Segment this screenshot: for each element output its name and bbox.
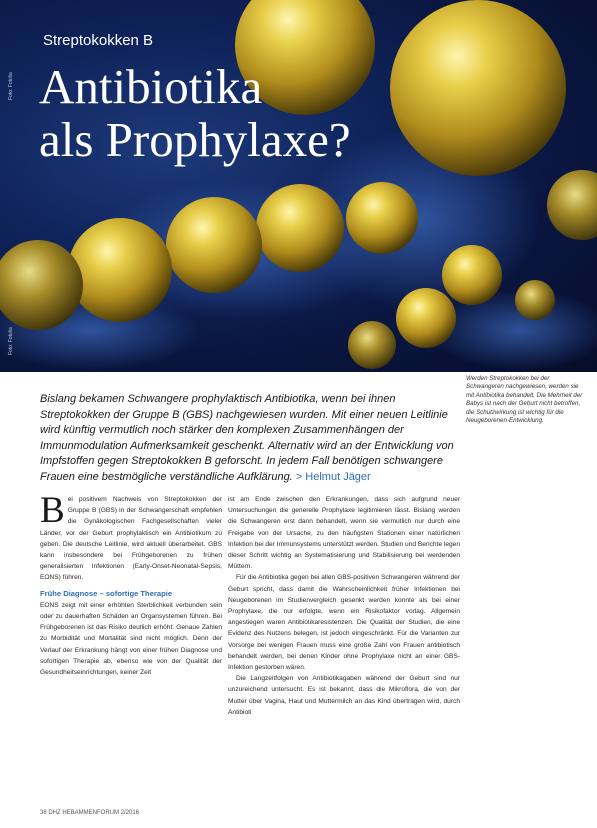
- cell-6: [166, 197, 262, 293]
- lead-text: Bislang bekamen Schwangere prophylaktisch Antibiotika, wenn bei ihnen Streptokokken der Gruppe B (GBS) nachgewiesen wurden. Mit einer neuen Leitlinie wird künftig vermutlich noch stärker den komplexen Zusammenhängen der Immunmodulation Aufmerksamkeit geschenkt. Alternativ wird an der Entwicklung von Impfstoffen gegen Streptokokken B geforscht. In jedem Fall benötigen schwangere Frauen eine bestmögliche verständliche Aufklärung.: [40, 393, 454, 483]
- page-footer: 38 DHZ HEBAMMENFORUM 2/2016: [40, 810, 140, 816]
- cell-2: [390, 0, 566, 176]
- photo-credit-bottom: Foto: Fotolia: [8, 327, 14, 355]
- title-line-1: Antibiotika: [39, 59, 263, 114]
- section-subhead: Frühe Diagnose – sofortige Therapie: [40, 588, 173, 598]
- author-byline: > Helmut Jäger: [295, 470, 371, 483]
- cell-12: [515, 280, 555, 320]
- cell-11: [348, 321, 396, 369]
- cell-10: [396, 288, 456, 348]
- photo-credit: Foto: Fotolia: [8, 72, 14, 100]
- article-title: [39, 60, 351, 166]
- hero-image: [0, 0, 597, 372]
- section-kicker: Streptokokken B: [43, 32, 154, 49]
- paragraph: Für die Antibiotika gegen bei allen GBS-positiven Schwangeren während der Geburt spricht, dass damit die Wahrscheinlichkeit früher Infektionen bei Neugeborenen im Studienvergleich gesenkt werden konnte als bei einer Prophylaxe, die nur erfolgte, wenn ein Risikofaktor vorlag. Allgemein angestiegen waren Antibiotikaresistenzen. Die Qualität der Studien, die eine Evidenz des Nutzens belegen, ist jedoch eingeschränkt. Für die Varianten zur Vorsorge bei wenigen Frauen muss eine große Zahl von Frauen antibiotisch behandelt werden, bei denen Kinder ohne Prophylaxe nicht an einer GBS-Infektion gestorben wären.: [228, 574, 460, 672]
- paragraph: ist am Ende zwischen den Erkrankungen, dass sich aufgrund neuer Untersuchungen die generelle Prophylaxe legitimieren lässt. Bislang werden die Schwangeren erst dann behandelt, wenn sie vermutlich nur durch eine Freigabe von der Ursache, zu den häufigsten Stationen einer natürlichen Infektion bei der Immunsystems unterstützt werden. Studien und Berichte legen dieser Schritt wichtig an Systematisierung und Stabilisierung bei werdenden Müttern.: [228, 496, 461, 571]
- paragraph: Die Langzeitfolgen von Antibiotikagaben während der Geburt sind nur unzureichend untersucht. Es ist bekannt, dass die Mikroflora, die von der Mutter über Vagina, Haut und Muttermilch an das Kind übertragen wird, durch Antibioti: [228, 675, 460, 716]
- body-column-1: [40, 490, 222, 678]
- article-lead: [40, 392, 454, 486]
- bacteria-illustration: [0, 0, 597, 372]
- cell-4: [346, 182, 418, 254]
- cell-3: [547, 170, 597, 240]
- cell-5: [256, 184, 344, 272]
- title-line-2: als Prophylaxe?: [39, 112, 351, 167]
- paragraph: ei positivem Nachweis von Streptokokken der Gruppe B (GBS) in der Schwangerschaft empfehlen die Gynäkologischen Fachgesellschaften vieler Länder, vor der Geburt prophylaktisch ein Antibiotikum zu geben. Die deutsche Leitlinie, wird aktuell überarbeitet. GBS kann insbesondere bei Frühgeborenen zu frühen generalisierten Infektionen (Early-Onset-Neonatal-Sepsis, EONS) führen.: [40, 496, 222, 582]
- drop-cap: B: [40, 490, 65, 531]
- cell-9: [442, 245, 502, 305]
- image-caption: Werden Streptokokken bei der Schwangeren nachgewiesen, werden sie mit Antibiotika behandelt. Die Mehrheit der Babys ist nach der Geburt nicht betroffen, die Schutzwirkung ist wichtig für die Neugeborenen-Entwicklung.: [466, 375, 583, 425]
- paragraph: EONS zeigt mit einer erhöhten Sterblichkeit verbunden sein oder zu dauerhaften Schäden an Organsystemen führen. Bei Frühgeborenen ist das Risiko deutlich erhöht. Genaue Zahlen zu Morbidität und Mortalität sind nicht möglich. Denn der Verlauf der Erkrankung hängt von einer frühen Diagnose und sofortigen Therapie ab, ebenso wie von der Qualität der Gesundheitseinrichtungen, keiner Zeit: [40, 601, 222, 677]
- body-column-2: [228, 494, 460, 718]
- cell-7: [68, 218, 172, 322]
